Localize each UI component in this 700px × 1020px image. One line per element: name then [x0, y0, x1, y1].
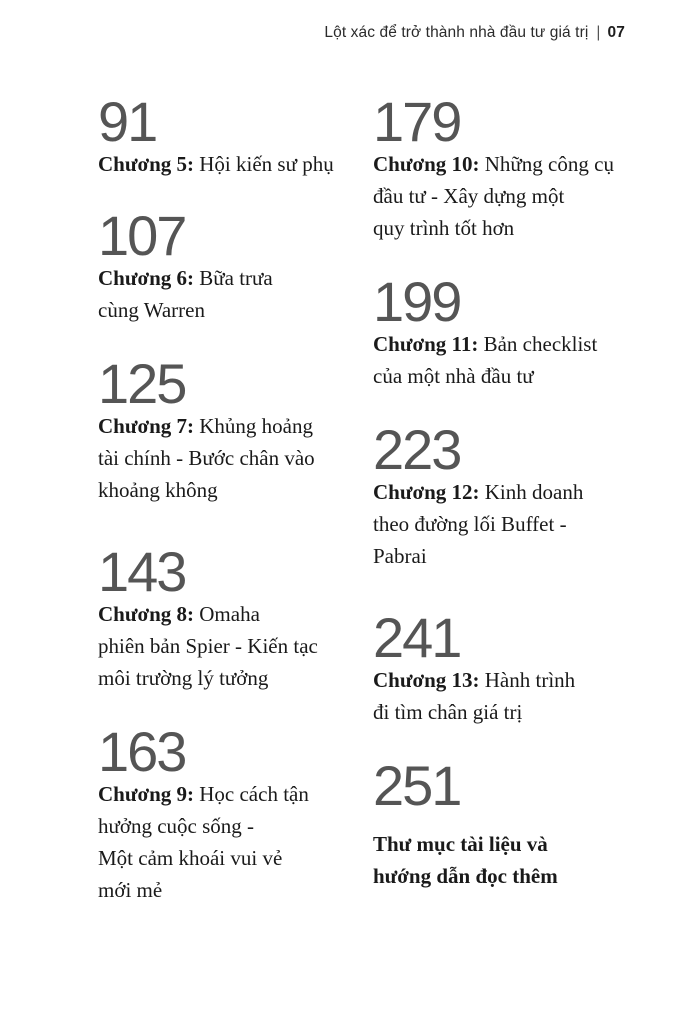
title-line: khoảng không	[98, 478, 218, 502]
toc-page-number: 163	[98, 720, 186, 783]
title-line: mới mẻ	[98, 878, 163, 902]
title-line: phiên bản Spier - Kiến tạc	[98, 634, 318, 658]
title-line: của một nhà đầu tư	[373, 364, 534, 388]
toc-entry-chapter-13	[373, 606, 663, 728]
toc-entry-chapter-12	[373, 418, 663, 572]
toc-entry-title	[373, 828, 663, 892]
toc-entry-chapter-6	[98, 204, 388, 326]
toc-entry-title	[98, 778, 388, 906]
book-title: Lột xác để trở thành nhà đầu tư giá trị	[324, 24, 589, 41]
toc-entry-title	[373, 328, 663, 392]
chapter-label: Chương 6:	[98, 266, 194, 290]
running-header	[324, 24, 625, 42]
toc-page-number: 143	[98, 540, 186, 603]
toc-entry-chapter-8	[98, 540, 388, 694]
chapter-label: Chương 7:	[98, 414, 194, 438]
toc-entry-chapter-5	[98, 90, 388, 180]
title-line: môi trường lý tưởng	[98, 666, 269, 690]
toc-entry-chapter-9	[98, 720, 388, 906]
title-line: Pabrai	[373, 544, 427, 568]
header-separator: |	[596, 24, 601, 41]
toc-entry-bibliography	[373, 754, 663, 892]
title-line: quy trình tốt hơn	[373, 216, 515, 240]
title-line: theo đường lối Buffet -	[373, 512, 567, 536]
page-number: 07	[607, 24, 625, 41]
toc-entry-chapter-10	[373, 90, 663, 244]
title-line: Thư mục tài liệu và	[373, 832, 548, 856]
toc-page-number: 91	[98, 90, 157, 153]
title-line: tài chính - Bước chân vào	[98, 446, 315, 470]
toc-entry-title	[373, 664, 663, 728]
chapter-label: Chương 10:	[373, 152, 480, 176]
title-line: Bữa trưa	[199, 266, 273, 290]
title-line: Omaha	[199, 602, 260, 626]
toc-page-number: 241	[373, 606, 461, 669]
toc-entry-title	[373, 148, 663, 244]
toc-entry-chapter-11	[373, 270, 663, 392]
title-line: Hành trình	[484, 668, 576, 692]
title-line: Bản checklist	[483, 332, 598, 356]
chapter-label: Chương 5:	[98, 152, 194, 176]
toc-entry-title	[98, 410, 388, 506]
toc-page-number: 199	[373, 270, 461, 333]
toc-entry-title	[98, 148, 388, 180]
toc-page-number: 251	[373, 754, 461, 817]
title-line: đi tìm chân giá trị	[373, 700, 523, 724]
title-line: Học cách tận	[199, 782, 309, 806]
toc-page-number: 179	[373, 90, 461, 153]
toc-page-number: 223	[373, 418, 461, 481]
toc-page-number: 107	[98, 204, 186, 267]
title-line: hưởng cuộc sống -	[98, 814, 255, 838]
toc-entry-title	[373, 476, 663, 572]
toc-entry-title	[98, 262, 388, 326]
chapter-label: Chương 13:	[373, 668, 480, 692]
chapter-label: Chương 12:	[373, 480, 480, 504]
title-line: cùng Warren	[98, 298, 205, 322]
title-line: hướng dẫn đọc thêm	[373, 864, 558, 888]
title-line: Hội kiến sư phụ	[199, 152, 334, 176]
title-line: Những công cụ	[484, 152, 614, 176]
title-line: Khủng hoảng	[199, 414, 313, 438]
chapter-label: Chương 11:	[373, 332, 479, 356]
toc-entry-chapter-7	[98, 352, 388, 506]
chapter-label: Chương 8:	[98, 602, 194, 626]
title-line: Một cảm khoái vui vẻ	[98, 846, 283, 870]
toc-entry-title	[98, 598, 388, 694]
toc-page-number: 125	[98, 352, 186, 415]
title-line: đầu tư - Xây dựng một	[373, 184, 565, 208]
title-line: Kinh doanh	[484, 480, 584, 504]
chapter-label: Chương 9:	[98, 782, 194, 806]
